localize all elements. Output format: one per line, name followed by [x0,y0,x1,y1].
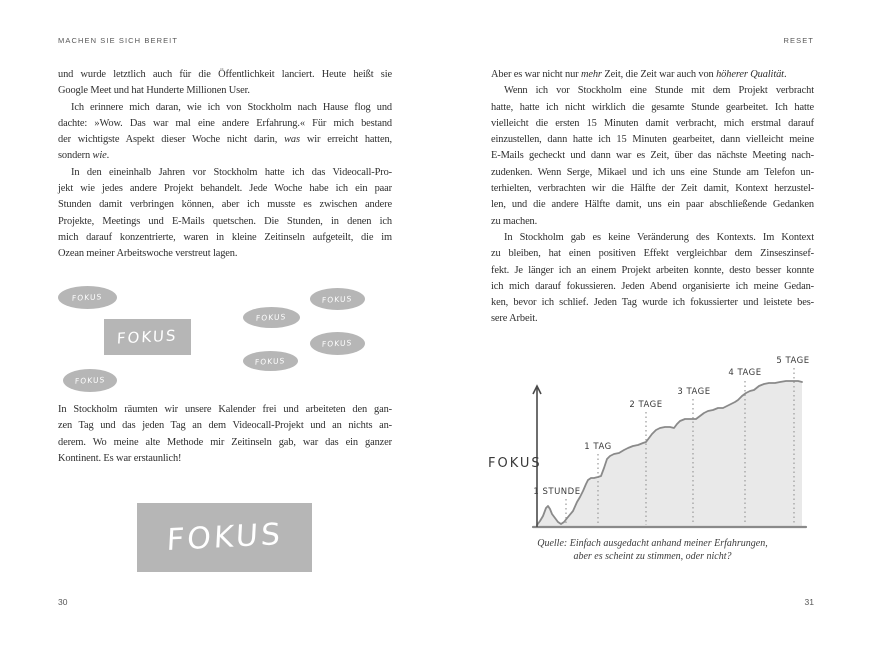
focus-island-rect [104,319,191,355]
text-line: zu bleiben, hat einen positiven Effekt vergleichbar dem Zinseszinsef- [491,248,814,260]
text-line: zu machen. [491,215,538,227]
milestone-label: 3 TAGE [677,387,711,397]
text-line: In Stockholm gab es keine Veränderung des Kontexts. Im Kontext [504,231,814,243]
focus-continent-label: FOKUS [165,516,284,559]
text-line: terhielten, verbrachten wir die Hälfte der Zeit damit, Kontext herzustel- [491,183,814,195]
focus-island-ellipse [63,369,117,392]
focus-island-ellipse [243,351,298,371]
focus-island-ellipse [58,286,117,309]
text-line: fekt. Je länger ich an einem Projekt arbeiten konnte, desto besser konnte [491,264,814,276]
running-head-left: MACHEN SIE SICH BEREIT [58,36,179,45]
paragraph [491,83,814,230]
running-head-right: RESET [783,36,814,45]
milestone-label: 2 TAGE [629,400,663,410]
body-text-left-top [58,67,392,263]
text-line: In Stockholm räumten wir unsere Kalender frei und arbeiteten den gan- [58,404,392,415]
text-line: hatte, hatte ich nicht wirklich die gesamte Stunde gearbeitet. Ich hatte [491,101,814,113]
caption-line: Quelle: Einfach ausgedacht anhand meiner Erfahrungen, [537,538,768,549]
paragraph [491,67,814,83]
focus-island-ellipse [243,307,300,328]
paragraph [58,165,392,263]
text-line: zudenken. Wenn Serge, Mikael und ich uns eine Stunde am Telefon un- [491,166,814,178]
text-line: Ozean meiner Arbeitswoche verstreut lagen. [58,248,238,260]
chart-ylabel: FOKUS [488,456,542,471]
milestone-label: 4 TAGE [728,368,762,378]
body-text-left-bottom [58,402,392,467]
text-line: Wenn ich vor Stockholm eine Stunde mit dem Projekt verbracht [504,85,814,97]
text-line: derem. Wo meine alte Methode mir Zeitinseln gab, war das ein ganzer [58,436,392,448]
text-line: mich darauf konzentrierte, waren in kleine Zeitinseln aufgeteilt, die im [58,231,392,243]
focus-island-label: FOKUS [322,338,353,349]
text-line: jekt wie jedes andere Projekt behandelt. Jede Woche habe ich ein paar [58,183,392,195]
text-line: der wichtigste Aspekt dieser Woche nicht darin, was wir erreicht hatten, [58,134,392,146]
body-text-right [491,67,814,328]
focus-island-ellipse [310,332,365,355]
text-line: Ich erinnere mich daran, wie ich von Stockholm nach Hause flog und [71,101,392,113]
focus-island-label: FOKUS [72,292,103,303]
paragraph [58,402,392,467]
text-line: und wurde letztlich auch für die Öffentlichkeit lanciert. Heute heißt sie [58,69,392,80]
text-line: len, und die andere Hälfte damit, uns ein paar abschließende Gedanken [491,199,814,211]
milestone-label: 1 TAG [584,442,612,452]
page-number-left: 30 [58,597,68,607]
paragraph [58,67,392,100]
text-line: Stunden damit verbringen können, aber ich musste es zwischen andere [58,199,392,211]
text-line: Aber es war nicht nur mehr Zeit, die Zeit war auch von höherer Qualität. [491,69,787,80]
focus-island-label: FOKUS [116,326,179,348]
text-line: sere Arbeit. [491,313,538,325]
figure-caption [480,538,825,563]
text-line: In den eineinhalb Jahren vor Stockholm hatte ich das Videocall-Pro- [71,166,392,178]
caption-line: aber es scheint zu stimmen, oder nicht? [573,550,732,562]
focus-continent-rect [137,503,312,572]
text-line: zen Tag und das jeden Tag an dem Videocall-Projekt und an nichts an- [58,420,392,432]
text-line: sondern wie. [58,150,110,162]
text-line: ich mich darauf fokussieren. Jeden Abend organisierte ich meine Gedan- [491,280,814,292]
focus-island-label: FOKUS [256,312,287,323]
text-line: Projekte, Meetings und E-Mails quetschen. Die Stunden, in denen ich [58,215,392,227]
text-line: einzustellen, dann hatte ich 15 Minuten gearbeitet, dann vielleicht meine [491,134,814,146]
text-line: dachte: »Wow. Das war mal eine andere Erfahrung.« Für mich bestand [58,117,392,129]
text-line: ken, bevor ich schlief. Jeden Tag wurde ich fokussierter und leistete bes- [491,297,814,309]
milestone-label: 5 TAGE [776,356,810,366]
text-line: Google Meet und hat Hunderte Millionen User. [58,85,250,97]
milestone-label: 1 STUNDE [533,487,581,497]
focus-island-label: FOKUS [322,293,353,305]
text-line: E-Mails gecheckt und dann war es Zeit, über das nächste Meeting nach- [491,150,814,162]
focus-chart [480,350,825,542]
text-line: vielleicht die ersten 15 Minuten damit verbracht, mich erstmal darauf [491,117,814,129]
focus-island-label: FOKUS [74,375,106,386]
text-line: Kontinent. Es war erstaunlich! [58,452,182,464]
paragraph [58,100,392,165]
focus-island-ellipse [310,288,365,310]
focus-island-label: FOKUS [255,355,286,367]
focus-curve-area [537,381,802,527]
page-number-right: 31 [804,597,814,607]
paragraph [491,230,814,328]
